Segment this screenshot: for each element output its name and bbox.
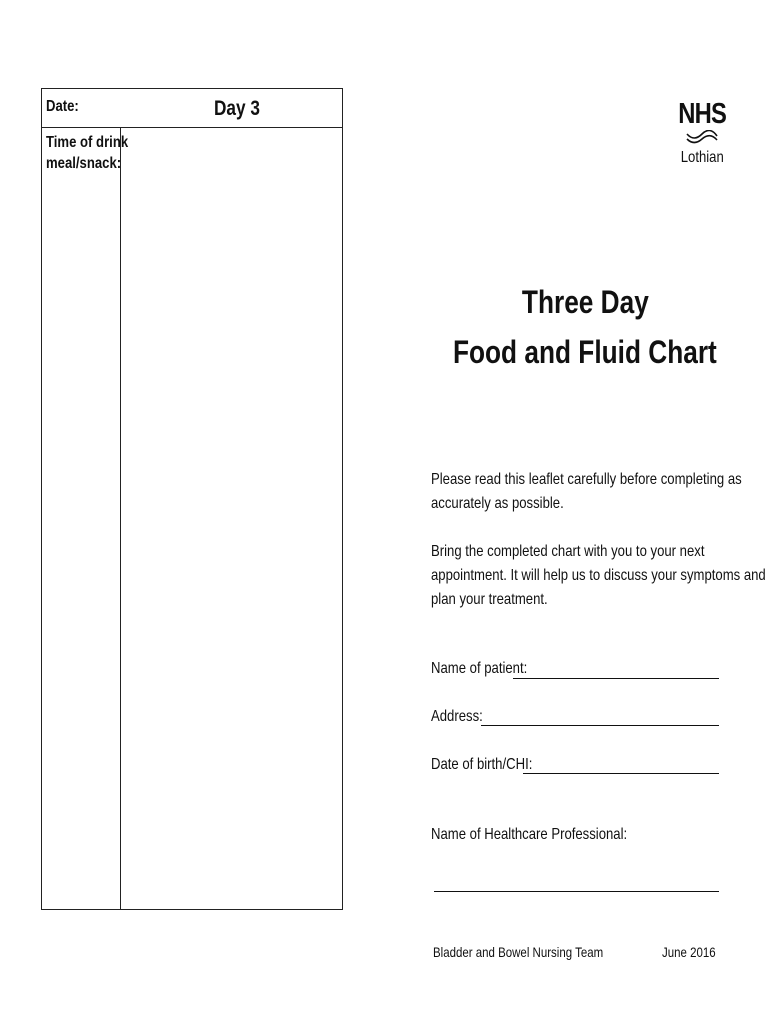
column-divider bbox=[120, 127, 121, 910]
patient-name-label: Name of patient: bbox=[431, 660, 528, 677]
food-log-table bbox=[41, 88, 343, 910]
instructions-paragraph-1: Please read this leaflet carefully before completing as accurately as possible. bbox=[431, 471, 742, 512]
dob-field[interactable] bbox=[523, 773, 719, 774]
time-column-header bbox=[46, 132, 146, 174]
patient-name-field[interactable] bbox=[513, 678, 719, 679]
table-header-row bbox=[42, 89, 342, 128]
address-field[interactable] bbox=[481, 725, 719, 726]
footer-date: June 2016 bbox=[662, 944, 716, 960]
logo-mark: NHS bbox=[678, 98, 726, 130]
time-label-line1: Time of drink bbox=[46, 134, 129, 151]
footer-team: Bladder and Bowel Nursing Team bbox=[433, 944, 604, 960]
day-label: Day 3 bbox=[214, 97, 260, 120]
logo-region: Lothian bbox=[680, 149, 724, 166]
time-label-line2: meal/snack: bbox=[46, 155, 122, 172]
professional-label: Name of Healthcare Professional: bbox=[431, 826, 628, 843]
date-label: Date: bbox=[46, 98, 79, 115]
logo-swirl-icon bbox=[685, 130, 719, 144]
address-label: Address: bbox=[431, 708, 483, 725]
dob-label: Date of birth/CHI: bbox=[431, 756, 533, 773]
instructions-paragraph-2: Bring the completed chart with you to your next appointment. It will help us to discuss your symptoms and plan your treatment. bbox=[431, 543, 766, 608]
page-title-line1: Three Day bbox=[521, 284, 649, 320]
nhs-lothian-logo bbox=[672, 98, 732, 184]
page-title-line2: Food and Fluid Chart bbox=[453, 334, 717, 370]
professional-field[interactable] bbox=[434, 891, 719, 892]
